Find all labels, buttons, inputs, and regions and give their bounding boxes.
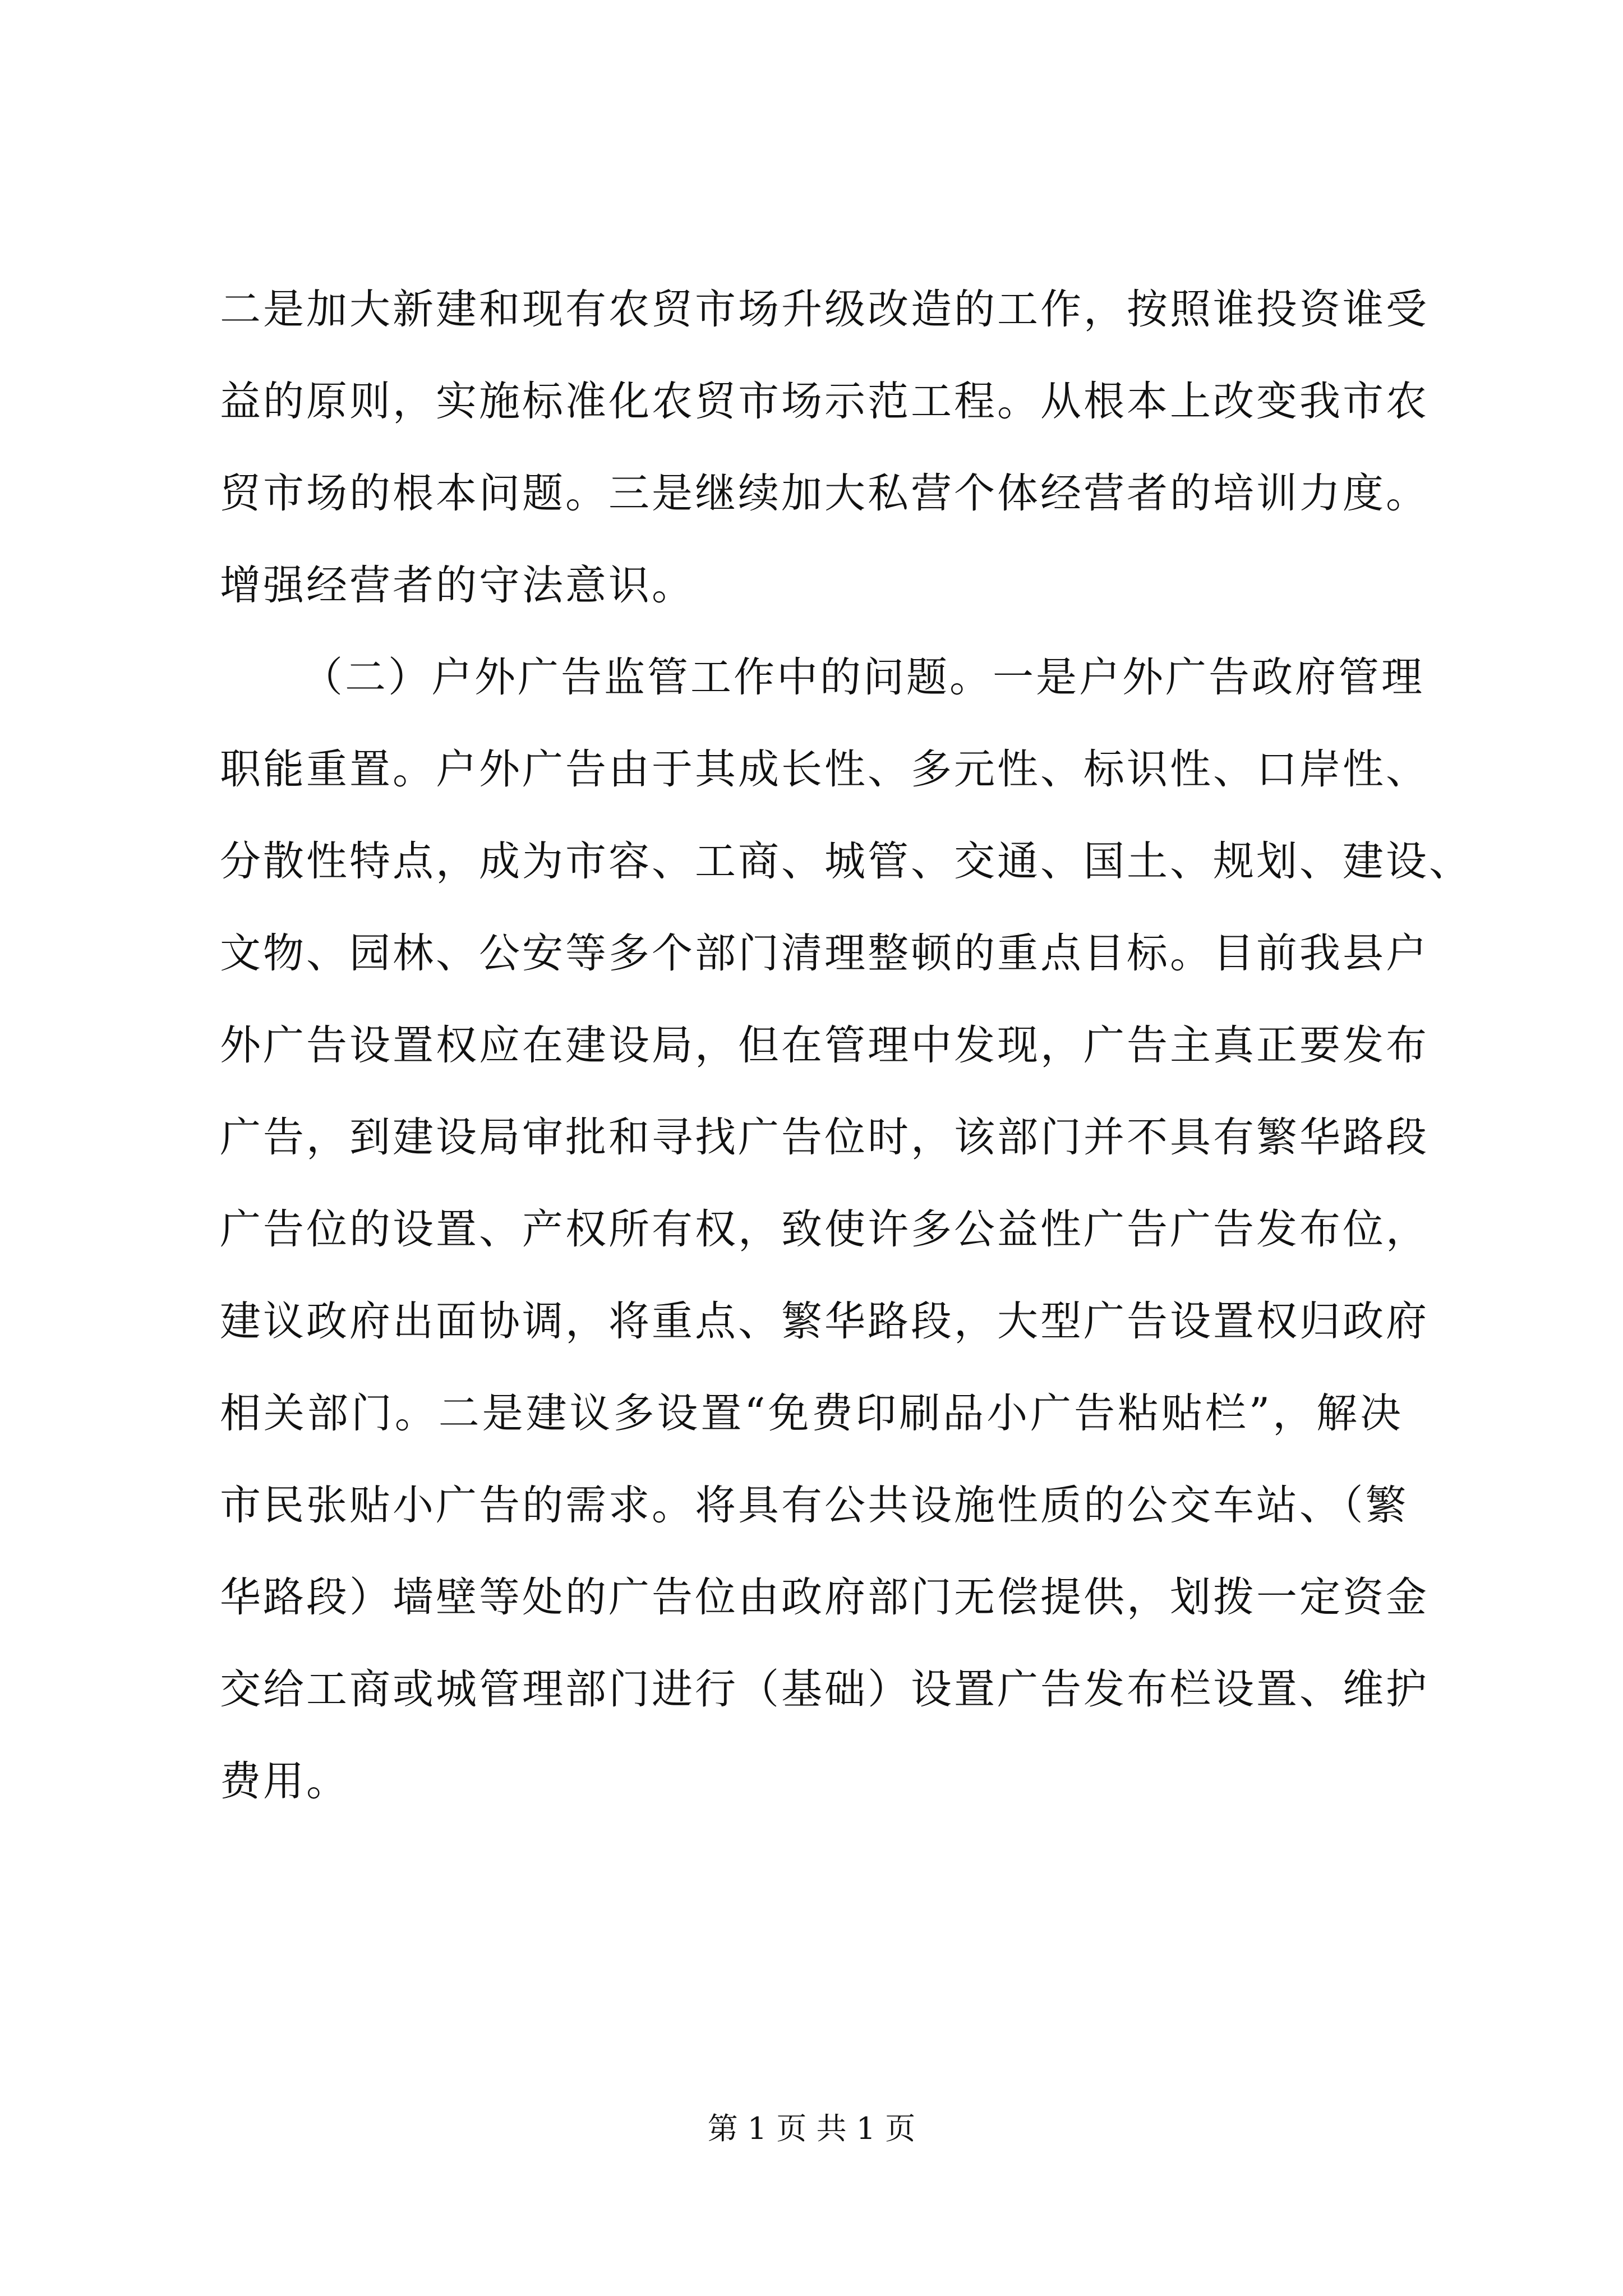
text-line: 市民张贴小广告的需求。将具有公共设施性质的公交车站、（繁 <box>220 1481 1409 1529</box>
text-line: 外广告设置权应在建设局，但在管理中发现，广告主真正要发布 <box>220 1022 1429 1069</box>
text-line: 贸市场的根本问题。三是继续加大私营个体经营者的培训力度。 <box>220 470 1429 517</box>
text-line: 二是加大新建和现有农贸市场升级改造的工作，按照谁投资谁受 <box>220 286 1429 333</box>
text-line: 交给工商或城管理部门进行（基础）设置广告发布栏设置、维护 <box>220 1665 1429 1713</box>
text-line: 建议政府出面协调，将重点、繁华路段，大型广告设置权归政府 <box>220 1297 1429 1345</box>
text-line: 文物、园林、公安等多个部门清理整顿的重点目标。目前我县户 <box>220 930 1429 977</box>
text-line: 广告，到建设局审批和寻找广告位时，该部门并不具有繁华路段 <box>220 1114 1429 1161</box>
text-line: 华路段）墙壁等处的广告位由政府部门无偿提供，划拨一定资金 <box>220 1573 1429 1621</box>
text-line: 广告位的设置、产权所有权，致使许多公益性广告广告发布位， <box>220 1205 1429 1253</box>
text-line: 分散性特点，成为市容、工商、城管、交通、国土、规划、建设、 <box>220 838 1472 885</box>
document-body <box>220 264 1472 1828</box>
text-line: 增强经营者的守法意识。 <box>220 562 695 609</box>
paragraph-outdoor-advertising <box>220 632 1472 1828</box>
text-line: （二）户外广告监管工作中的问题。一是户外广告政府管理 <box>302 654 1424 701</box>
page-number-footer: 第 1 页 共 1 页 <box>707 2111 916 2146</box>
text-line: 职能重置。户外广告由于其成长性、多元性、标识性、口岸性、 <box>220 746 1429 793</box>
text-line: 费用。 <box>220 1757 349 1805</box>
text-line: 益的原则，实施标准化农贸市场示范工程。从根本上改变我市农 <box>220 378 1429 425</box>
paragraph-market-upgrade <box>220 264 1429 632</box>
text-line: 相关部门。二是建议多设置“免费印刷品小广告粘贴栏”，解决 <box>220 1389 1403 1437</box>
